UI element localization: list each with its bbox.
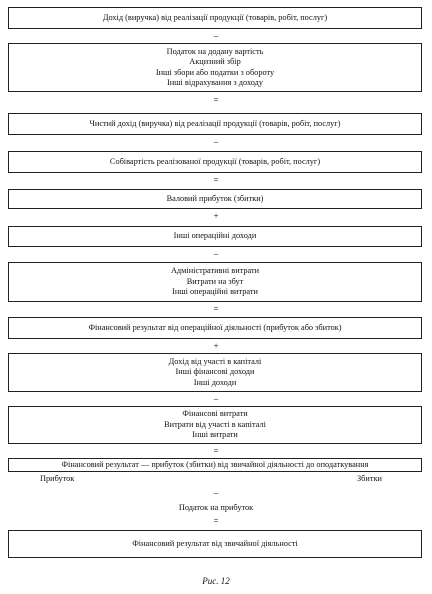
box-financial-income-line-1: Дохід від участі в капіталі <box>168 356 262 366</box>
figure-caption: Рис. 12 <box>202 576 230 586</box>
operator-equals-5: = <box>213 516 219 526</box>
box-financial-income-line-3: Інші доходи <box>193 377 237 387</box>
box-cost-of-sales-line-1: Собівартість реалізованої продукції (товарів, робіт, послуг) <box>109 156 321 166</box>
income-tax-label: Податок на прибуток <box>178 503 254 512</box>
box-ordinary-result <box>8 530 422 558</box>
box-deductions-line-2: Акцизний збір <box>189 57 241 67</box>
box-pretax-result <box>8 458 422 472</box>
operator-plus-1: + <box>213 211 219 221</box>
box-financial-expenses-line-3: Інші витрати <box>192 430 238 440</box>
box-financial-expenses <box>8 406 422 444</box>
box-gross-profit-line-1: Валовий прибуток (збитки) <box>166 193 264 203</box>
box-net-revenue <box>8 113 422 135</box>
box-operating-expenses <box>8 262 422 302</box>
operator-minus-3: – <box>213 249 219 259</box>
box-operating-result <box>8 317 422 339</box>
box-operating-expenses-line-1: Адміністративні витрати <box>170 266 260 276</box>
box-revenue-line-1: Дохід (виручка) від реалізації продукції (товарів, робіт, послуг) <box>102 12 328 22</box>
operator-equals-2: = <box>213 175 219 185</box>
loss-label: Збитки <box>357 474 382 483</box>
box-revenue <box>8 7 422 29</box>
box-gross-profit <box>8 189 422 209</box>
box-financial-income-line-2: Інші фінансові доходи <box>175 367 255 377</box>
operator-equals-4: = <box>213 446 219 456</box>
box-pretax-result-line-1: Фінансовий результат — прибуток (збитки) від звичайної діяльності до оподаткування <box>61 459 369 469</box>
profit-label: Прибуток <box>40 474 75 483</box>
operator-minus-1: – <box>213 31 219 41</box>
box-net-revenue-line-1: Чистий дохід (виручка) від реалізації продукції (товарів, робіт, послуг) <box>89 118 341 128</box>
box-other-operating-income <box>8 226 422 247</box>
box-operating-expenses-line-2: Витрати на збут <box>186 276 244 286</box>
operator-equals-3: = <box>213 304 219 314</box>
box-deductions-line-1: Податок на додану вартість <box>166 46 264 56</box>
box-other-operating-income-line-1: Інші операційні доходи <box>173 231 257 241</box>
box-financial-expenses-line-2: Витрати від участі в капіталі <box>164 419 266 429</box>
box-financial-expenses-line-1: Фінансові витрати <box>182 409 248 419</box>
operator-plus-2: + <box>213 341 219 351</box>
box-deductions-line-4: Інші відрахування з доходу <box>166 77 264 87</box>
operator-minus-4: – <box>213 394 219 404</box>
box-operating-result-line-1: Фінансовий результат від операційної діяльності (прибуток або збиток) <box>88 322 342 332</box>
box-operating-expenses-line-3: Інші операційні витрати <box>172 287 258 297</box>
box-deductions <box>8 43 422 92</box>
operator-equals-1: = <box>213 95 219 105</box>
box-cost-of-sales <box>8 151 422 173</box>
operator-minus-5: – <box>213 488 219 498</box>
operator-minus-2: – <box>213 137 219 147</box>
box-ordinary-result-line-1: Фінансовий результат від звичайної діяльності <box>132 538 298 548</box>
box-financial-income <box>8 353 422 392</box>
box-deductions-line-3: Інші збори або податки з обороту <box>155 67 275 77</box>
